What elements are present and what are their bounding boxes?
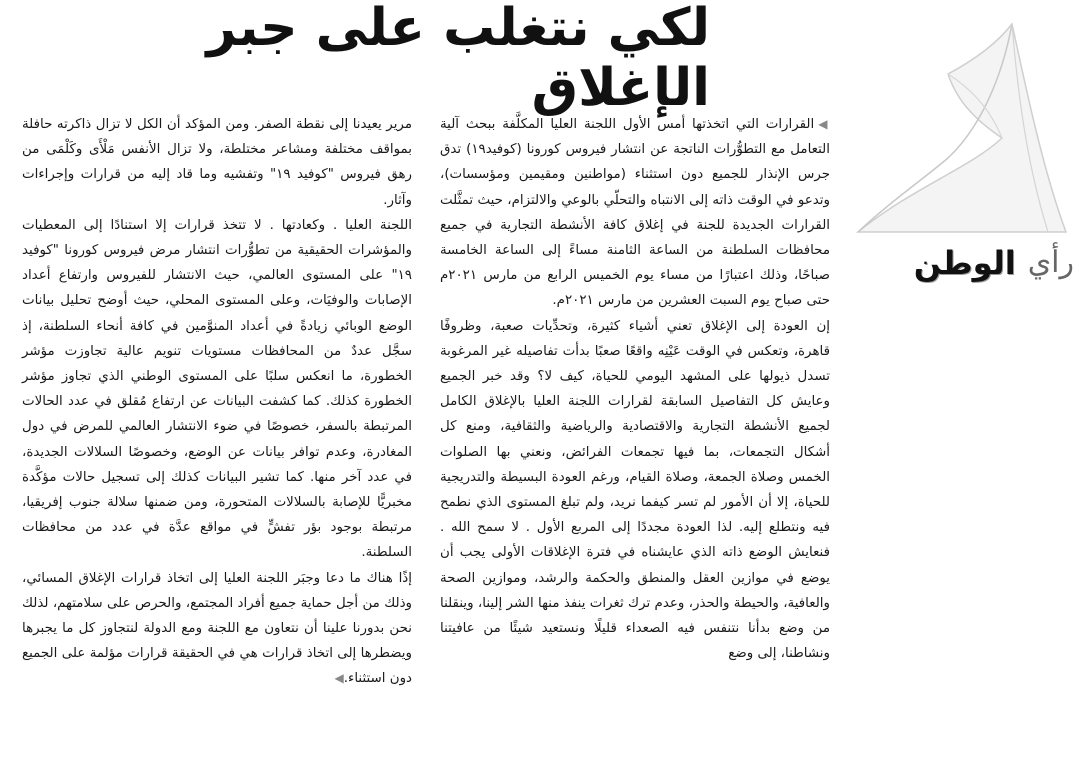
paragraph-text: القرارات التي اتخذتها أمس الأول اللجنة العليا المكلَّفة ببحث آلية التعامل مع التطوُّرات الناتجة عن انتشار فيروس كورونا (كوفيد١٩) تدق جرس الإنذار للجميع دون استثناء (مواطنين ومقيمين ومؤسسات)، وتدعو في الوقت ذاته إلى الانتباه والتحلّي بالوعي والالتزام، حيث تمثَّلت القرارات الجديدة للجنة في إغلاق كافة الأنشطة التجارية في جميع محافظات السلطنة من الساعة الثامنة مساءً إلى الساعة الخامسة صباحًا، وذلك اعتبارًا من مساء يوم الخميس الرابع من مارس ٢٠٢١م حتى صباح يوم السبت العشرين من مارس ٢٠٢١م.	[440, 117, 830, 309]
paragraph	[440, 112, 830, 314]
opinion-word: رأي	[1027, 245, 1074, 280]
paragraph	[22, 566, 412, 692]
paragraph-text: إذًا هناك ما دعا وجبَر اللجنة العليا إلى اتخاذ قرارات الإغلاق المسائي، وذلك من أجل حماية جميع أفراد المجتمع، والحرص على سلامتهم، لذلك نحن بدورنا علينا أن نتعاون مع اللجنة ومع الدولة لنتجاوز كل ما يجبرها ويضطرها إلى اتخاذ قرارات هي في الحقيقة قرارات مؤلمة على الجميع دون استثناء.	[22, 570, 412, 687]
brand-name: الوطن	[913, 244, 1016, 282]
paragraph: اللجنة العليا . وكعادتها . لا تتخذ قرارات إلا استنادًا إلى المعطيات والمؤشرات الحقيقية من تطوُّرات انتشار مرض فيروس كورونا "كوفيد ١٩" على المستوى العالمي، حيث الانتشار للفيروس وارتفاع أعداد الإصابات والوفيَات، وعلى المستوى المحلي، حيث أوضح تحليل بيانات الوضع الوبائي زيادةً في أعداد المنوَّمين في كافة أنحاء السلطنة، إذ سجَّل عددٌ من المحافظات مستويات تنويم عالية تجاوزت مؤشر الخطورة، ما انعكس سلبًا على المستوى الوطني الذي تجاوز مؤشر الخطورة كذلك. كما كشفت البيانات عن ارتفاع مُقلق في عدد الحالات المرتبطة بالسفر، خصوصًا في ضوء الانتشار العالمي للمرض في دول المغادرة، وعدم توافر بيانات عن الوضع، وخصوصًا السلالات الجديدة، في عدد آخر منها. كما تشير البيانات كذلك إلى تسجيل حالات مؤكَّدة مخبريًّا للإصابة بالسلالات المتحورة، ومن ضمنها سلالة جنوب إفريقيا، مرتبطة بوجود بؤر تفشٍّ في مواقع عدَّة في عدد من محافظات السلطنة.	[22, 217, 412, 561]
sail-icon	[852, 18, 1074, 240]
arrow-bullet-icon: ◀	[818, 117, 831, 131]
paragraph: مرير يعيدنا إلى نقطة الصفر. ومن المؤكد أن الكل لا تزال ذاكرته حافلة بمواقف مختلفة ومشاعر مختلطة، ولا تزال الأنفس مَلْأَى وكَلْمَى من رهق فيروس "كوفيد ١٩" وتفشيه وما قاد إليه من قرارات وإجراءات وآثار.	[22, 117, 413, 208]
article-column-left	[22, 112, 412, 692]
opinion-brand	[852, 242, 1074, 284]
article-column-right	[440, 112, 830, 666]
end-mark-icon: ◀	[334, 671, 344, 686]
headline: لكي نتغلب على جبر الإغلاق	[206, 0, 710, 118]
paragraph: إن العودة إلى الإغلاق تعني أشياء كثيرة، وتحدِّيات صعبة، وظروفًا قاهرة، وتعكس في الوقت عَيْنِه واقعًا صعبًا بدأت تفاصيله غير المرغوبة تسدل ذيولها على المشهد اليومي للحياة، كيف لا؟ وقد خبر الجميع وعايش كل التفاصيل السابقة لقرارات اللجنة العليا بالإغلاق الكامل لجميع الأنشطة التجارية والاقتصادية والرياضية والثقافية، ومنع كل أشكال التجمعات، بما فيها تجمعات الفرائض، ونعني بها الصلوات الخمس وصلاة الجمعة، وصلاة القيام، ورغم العودة البسيطة والتدريجية للحياة، إلا أن الأمور لم تسر كيفما نريد، ولم تبلغ المستوى الذي نطمح فيه ونتطلع إليه. لذا العودة مجددًا إلى المربع الأول . لا سمح الله . فنعايش الوضع ذاته الذي عايشناه في فترة الإغلاقات الأولى يجب أن يوضع في موازين العقل والمنطق والحكمة والرشد، وموازين الصحة والعافية، والحيطة والحذر، وعدم ترك ثغرات ينفذ منها الشر إلينا، وينقلنا من وضع بدأنا نتنفس فيه الصعداء قليلًا ونستعيد شيئًا من عافيتنا ونشاطنا، إلى وضع	[440, 318, 830, 662]
opinion-logo	[852, 14, 1074, 290]
